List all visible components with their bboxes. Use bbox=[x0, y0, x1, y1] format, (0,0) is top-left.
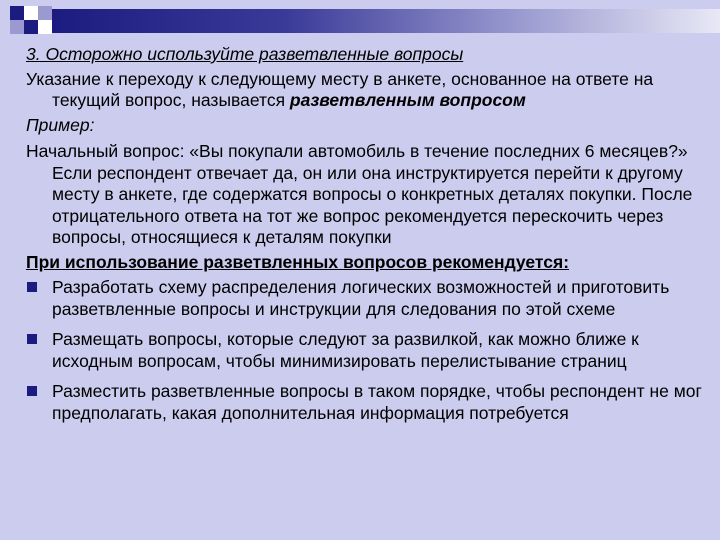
square-bullet-icon bbox=[27, 282, 37, 292]
decor-square bbox=[38, 6, 52, 20]
list-item bbox=[26, 329, 706, 372]
slide-title: 3. Осторожно используйте разветвленные вопросы bbox=[26, 44, 464, 64]
recommendation-heading: При использование разветвленных вопросов рекомендуется: bbox=[26, 251, 570, 272]
example-text: Начальный вопрос: «Вы покупали автомобиль в течение последних 6 месяцев?» Если респондент отвечает да, он или она инструктируется перейти к другому месту в анкете, где содержатся вопросы о конкретных деталях покупки. После отрицательного ответа на тот же вопрос рекомендуется перескочить через вопросы, относящиеся к деталям покупки bbox=[26, 141, 693, 247]
list-item bbox=[26, 381, 706, 424]
square-bullet-icon bbox=[27, 386, 37, 396]
decor-square bbox=[10, 6, 24, 20]
slide-header-decoration bbox=[0, 0, 720, 40]
decor-square bbox=[38, 20, 52, 34]
slide-body bbox=[26, 44, 706, 433]
definition-paragraph bbox=[26, 69, 706, 112]
bullet-text: Размещать вопросы, которые следуют за развилкой, как можно ближе к исходным вопросам, чтобы минимизировать перелистывание страниц bbox=[52, 329, 639, 371]
decor-square bbox=[24, 6, 38, 20]
definition-term: разветвленным вопросом bbox=[289, 90, 526, 110]
example-label: Пример: bbox=[26, 114, 95, 135]
decor-square bbox=[10, 20, 24, 34]
list-item bbox=[26, 277, 706, 320]
definition-text: Указание к переходу к следующему месту в анкете, основанное на ответе на текущий вопрос, называется bbox=[26, 68, 654, 110]
bullet-text: Разработать схему распределения логических возможностей и приготовить разветвленные вопросы и инструкции для следования по этой схеме bbox=[52, 277, 670, 319]
bullet-text: Разместить разветвленные вопросы в таком порядке, чтобы респондент не мог предполагать, какая дополнительная информация потребуется bbox=[52, 381, 702, 423]
header-gradient-bar bbox=[52, 9, 720, 33]
square-bullet-icon bbox=[27, 334, 37, 344]
decor-square bbox=[24, 20, 38, 34]
